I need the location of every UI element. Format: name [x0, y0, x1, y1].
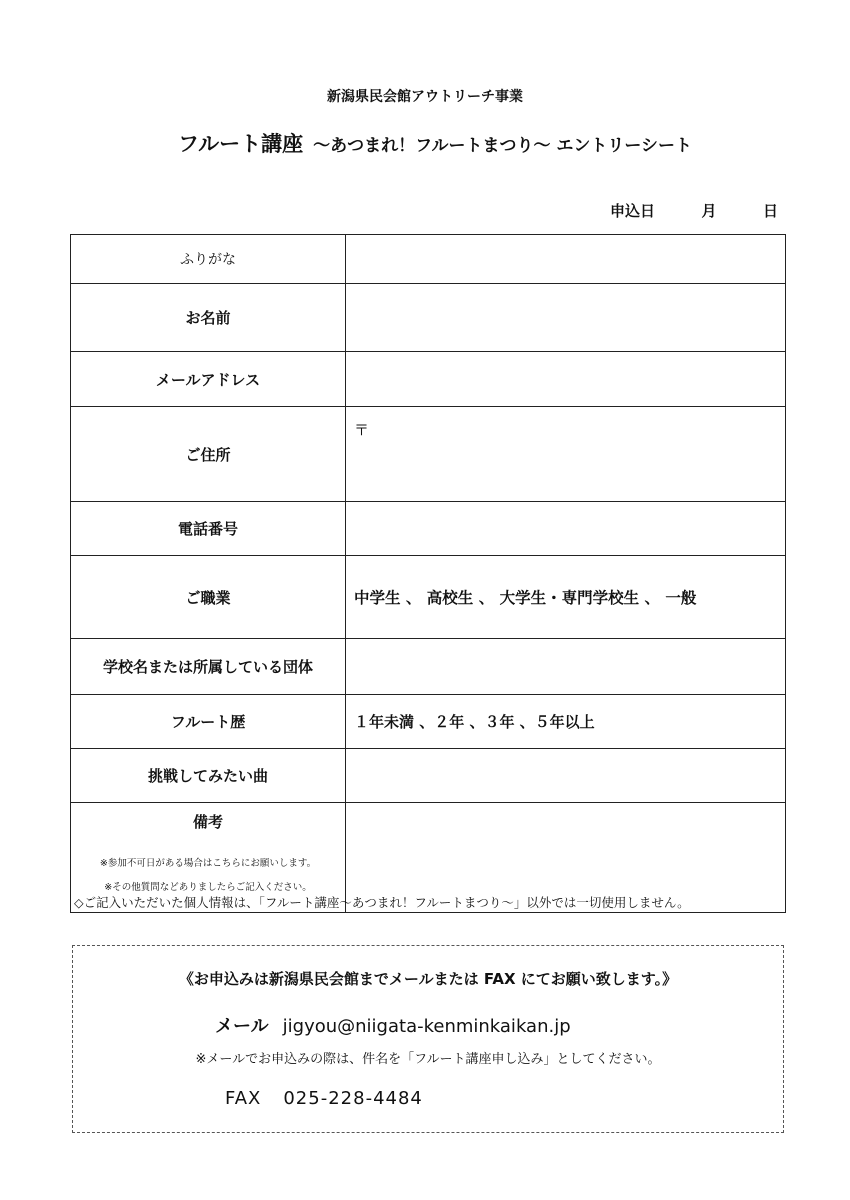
application-date: [610, 200, 778, 221]
contact-box: [72, 945, 784, 1133]
contact-heading: 《お申込みは新潟県民会館までメールまたは FAX にてお願い致します。》: [178, 970, 678, 988]
form-row-song: [71, 749, 786, 803]
address-label: ご住所: [71, 407, 346, 502]
title-sub: ～あつまれ！フルートまつり～ エントリーシート: [313, 136, 693, 156]
form-row-phone: [71, 502, 786, 556]
postal-mark: 〒: [354, 421, 370, 439]
date-label: 申込日: [610, 202, 656, 220]
form-row-flute-history: [71, 695, 786, 749]
flute-history-options[interactable]: １年未満 、２年 、３年 、５年以上: [346, 695, 786, 749]
remarks-label: 備考: [192, 813, 223, 831]
form-row-address: [71, 407, 786, 502]
phone-field[interactable]: [346, 502, 786, 556]
school-label: 学校名または所属している団体: [71, 639, 346, 695]
date-month-label: 月: [701, 202, 717, 220]
form-row-occupation: [71, 556, 786, 639]
song-label: 挑戦してみたい曲: [71, 749, 346, 803]
fax-label: FAX: [225, 1088, 262, 1109]
contact-email-line: [215, 1012, 571, 1038]
form-row-school: [71, 639, 786, 695]
form-row-email: [71, 352, 786, 407]
email-field[interactable]: [346, 352, 786, 407]
name-field[interactable]: [346, 284, 786, 352]
remarks-note-unavailable: ※参加不可日がある場合はこちらにお願いします。: [99, 858, 317, 869]
organization-line: 新潟県民会館アウトリーチ事業: [327, 89, 523, 105]
occupation-options[interactable]: 中学生 、 高校生 、 大学生・専門学校生 、 一般: [346, 556, 786, 639]
form-row-name: [71, 284, 786, 352]
date-day-label: 日: [762, 202, 778, 220]
title-main: フルート講座: [177, 132, 304, 156]
furigana-field[interactable]: [346, 235, 786, 284]
mail-subject-note: ※メールでお申込みの際は、件名を「フルート講座申し込み」としてください。: [195, 1052, 661, 1067]
song-field[interactable]: [346, 749, 786, 803]
remarks-note-questions: ※その他質問などありましたらご記入ください。: [104, 882, 312, 893]
form-row-furigana: [71, 235, 786, 284]
furigana-label: ふりがな: [71, 235, 346, 284]
email-label: メールアドレス: [71, 352, 346, 407]
mail-label: メール: [215, 1016, 269, 1037]
occupation-label: ご職業: [71, 556, 346, 639]
fax-number: 025-228-4484: [283, 1088, 423, 1109]
page-title: [0, 128, 850, 158]
contact-fax-line: [225, 1088, 423, 1109]
privacy-note: ◇ご記入いただいた個人情報は、「フルート講座～あつまれ！フルートまつり～」以外では一切使用しません。: [74, 895, 690, 910]
mail-address-link[interactable]: jigyou@niigata-kenminkaikan.jp: [282, 1016, 571, 1037]
school-field[interactable]: [346, 639, 786, 695]
phone-label: 電話番号: [71, 502, 346, 556]
entry-form-table: [70, 234, 786, 913]
address-field[interactable]: [346, 407, 786, 502]
name-label: お名前: [71, 284, 346, 352]
flute-history-label: フルート歴: [71, 695, 346, 749]
